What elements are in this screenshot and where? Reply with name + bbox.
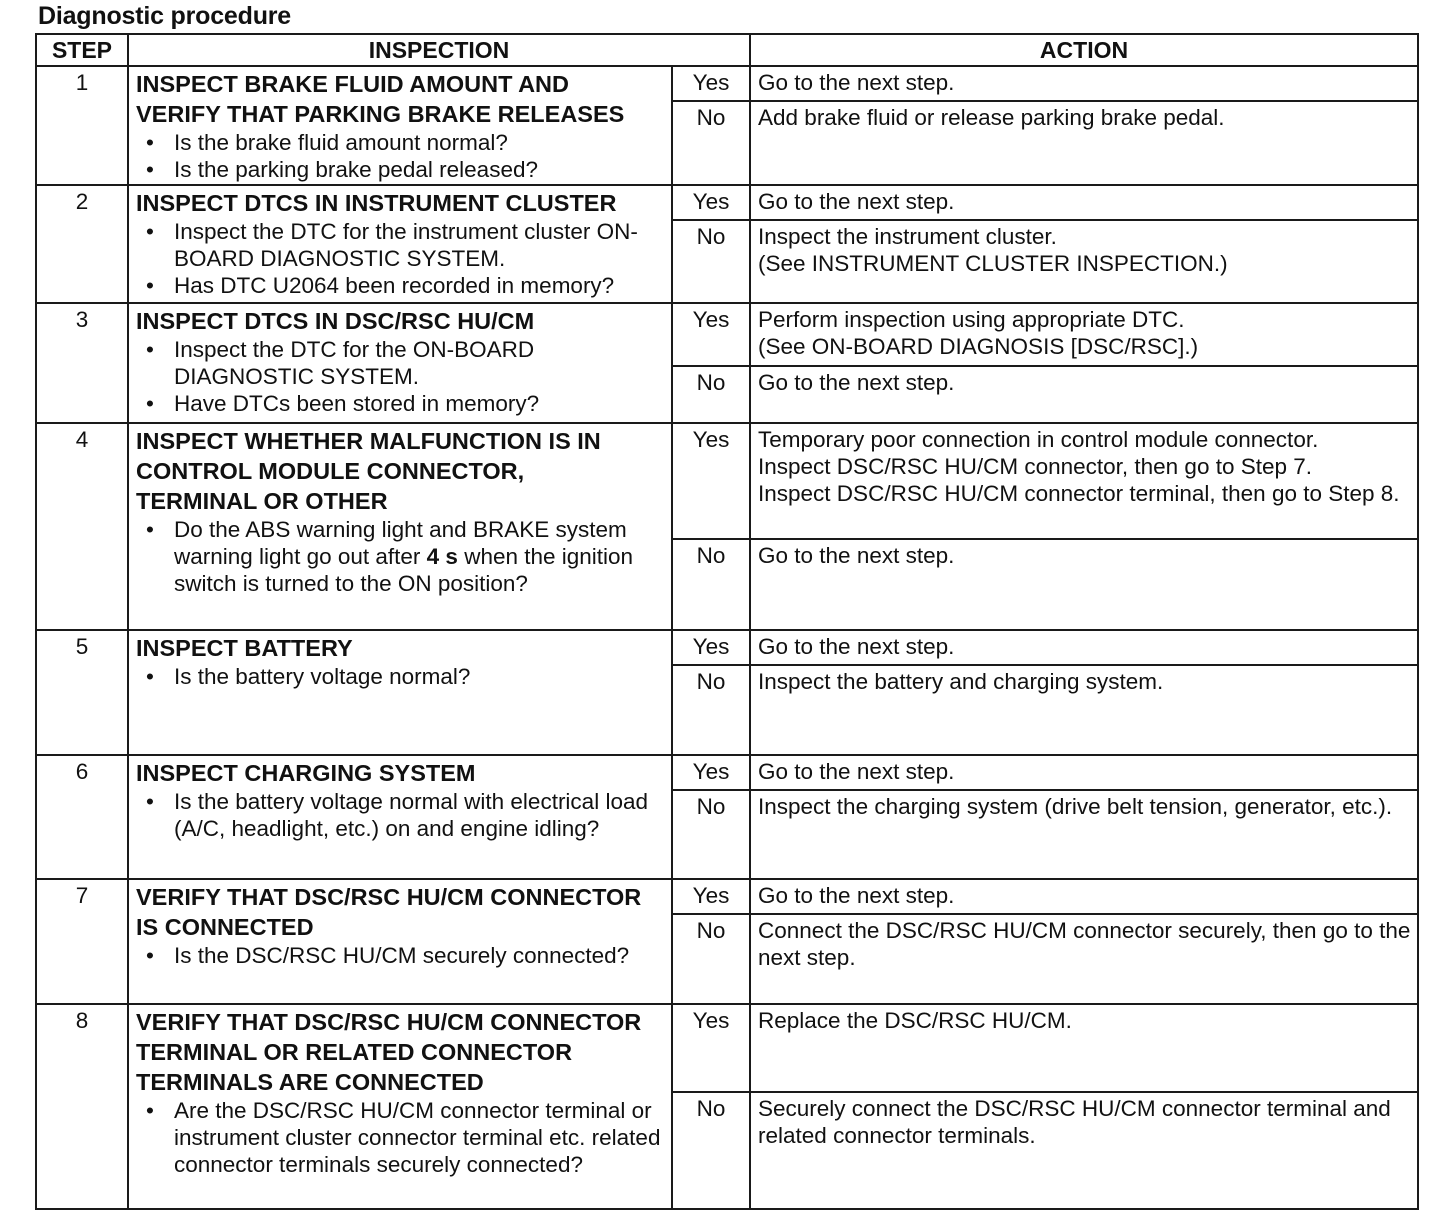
no-label: No: [672, 366, 750, 423]
inspection-title: INSPECT DTCS IN DSC/RSC HU/CM: [136, 308, 535, 335]
yes-action: Replace the DSC/RSC HU/CM.: [750, 1004, 1418, 1092]
no-label: No: [672, 790, 750, 879]
time-value: 4 s: [426, 543, 458, 569]
inspection-questions: [136, 336, 665, 417]
yes-action: Perform inspection using appropriate DTC. (See ON-BOARD DIAGNOSIS [DSC/RSC].): [750, 303, 1418, 365]
inspection-questions: [136, 218, 665, 299]
step-number: 2: [36, 185, 128, 304]
no-action: Inspect the instrument cluster. (See INSTRUMENT CLUSTER INSPECTION.): [750, 220, 1418, 303]
inspection-questions: [136, 942, 665, 969]
no-label: No: [672, 101, 750, 184]
yes-action: Temporary poor connection in control module connector. Inspect DSC/RSC HU/CM connector, then go to Step 7. Inspect DSC/RSC HU/CM connector terminal, then go to Step 8.: [750, 423, 1418, 540]
yes-action: Go to the next step.: [750, 630, 1418, 665]
step-number: 3: [36, 303, 128, 423]
yes-label: Yes: [672, 755, 750, 790]
header-action: ACTION: [750, 34, 1418, 66]
question-item: • Inspect the DTC for the ON-BOARD DIAGNOSTIC SYSTEM.: [174, 336, 665, 390]
yes-label: Yes: [672, 1004, 750, 1092]
question-item: • Is the brake fluid amount normal?: [174, 129, 665, 156]
yes-action: Go to the next step.: [750, 185, 1418, 220]
inspection-questions: [136, 788, 665, 842]
inspection-title: INSPECT BRAKE FLUID AMOUNT AND VERIFY THAT PARKING BRAKE RELEASES: [136, 71, 625, 127]
yes-action: Go to the next step.: [750, 879, 1418, 914]
no-label: No: [672, 914, 750, 1003]
step-number: 1: [36, 66, 128, 185]
yes-action: Go to the next step.: [750, 755, 1418, 790]
no-action: Add brake fluid or release parking brake pedal.: [750, 101, 1418, 184]
step-row-4-yes: [36, 423, 1418, 540]
step-number: 5: [36, 630, 128, 755]
yes-label: Yes: [672, 879, 750, 914]
yes-label: Yes: [672, 66, 750, 101]
step-inspection: [128, 879, 672, 1004]
step-inspection: [128, 303, 672, 423]
header-row: [36, 34, 1418, 66]
yes-label: Yes: [672, 303, 750, 365]
question-item: • Is the parking brake pedal released?: [174, 156, 665, 183]
question-item: • Do the ABS warning light and BRAKE system warning light go out after 4 s when the ignition switch is turned to the ON position?: [174, 516, 665, 597]
inspection-title: INSPECT WHETHER MALFUNCTION IS IN CONTROL MODULE CONNECTOR, TERMINAL OR OTHER: [136, 427, 601, 514]
question-item: • Have DTCs been stored in memory?: [174, 390, 665, 417]
step-number: 6: [36, 755, 128, 880]
step-number: 4: [36, 423, 128, 630]
no-label: No: [672, 220, 750, 303]
step-inspection: [128, 755, 672, 880]
yes-action: Go to the next step.: [750, 66, 1418, 101]
step-inspection: [128, 66, 672, 185]
diagnostic-procedure-table: [35, 33, 1419, 1210]
question-item: • Is the battery voltage normal with electrical load (A/C, headlight, etc.) on and engine idling?: [174, 788, 665, 842]
inspection-title: INSPECT BATTERY: [136, 634, 353, 661]
step-row-5-yes: [36, 630, 1418, 665]
yes-label: Yes: [672, 185, 750, 220]
page-title: Diagnostic procedure: [38, 2, 291, 30]
no-action: Go to the next step.: [750, 366, 1418, 423]
yes-label: Yes: [672, 423, 750, 540]
inspection-title: VERIFY THAT DSC/RSC HU/CM CONNECTOR TERMINAL OR RELATED CONNECTOR TERMINALS ARE CONNECTED: [136, 1008, 642, 1095]
step-row-3-yes: [36, 303, 1418, 365]
inspection-questions: [136, 516, 665, 597]
step-inspection: [128, 1004, 672, 1209]
inspection-title: VERIFY THAT DSC/RSC HU/CM CONNECTOR IS CONNECTED: [136, 884, 642, 941]
no-action: Inspect the charging system (drive belt tension, generator, etc.).: [750, 790, 1418, 879]
yes-label: Yes: [672, 630, 750, 665]
no-label: No: [672, 665, 750, 754]
no-action: Inspect the battery and charging system.: [750, 665, 1418, 754]
step-inspection: [128, 630, 672, 755]
inspection-questions: [136, 1097, 665, 1178]
inspection-title: INSPECT DTCS IN INSTRUMENT CLUSTER: [136, 189, 617, 216]
step-inspection: [128, 423, 672, 630]
no-action: Securely connect the DSC/RSC HU/CM connector terminal and related connector terminals.: [750, 1092, 1418, 1209]
question-item: • Is the battery voltage normal?: [174, 663, 665, 690]
question-item: • Are the DSC/RSC HU/CM connector terminal or instrument cluster connector terminal etc. related connector terminals securely connected?: [174, 1097, 665, 1178]
step-row-1-yes: [36, 66, 1418, 101]
inspection-title: INSPECT CHARGING SYSTEM: [136, 759, 476, 786]
question-item: • Is the DSC/RSC HU/CM securely connected?: [174, 942, 665, 969]
step-number: 8: [36, 1004, 128, 1209]
no-action: Connect the DSC/RSC HU/CM connector securely, then go to the next step.: [750, 914, 1418, 1003]
step-row-2-yes: [36, 185, 1418, 220]
question-item: • Inspect the DTC for the instrument cluster ON-BOARD DIAGNOSTIC SYSTEM.: [174, 218, 665, 272]
step-row-8-yes: [36, 1004, 1418, 1092]
no-action: Go to the next step.: [750, 539, 1418, 629]
inspection-questions: [136, 129, 665, 183]
inspection-questions: [136, 663, 665, 690]
no-label: No: [672, 1092, 750, 1209]
step-number: 7: [36, 879, 128, 1004]
no-label: No: [672, 539, 750, 629]
header-inspection: INSPECTION: [128, 34, 750, 66]
step-row-6-yes: [36, 755, 1418, 790]
step-row-7-yes: [36, 879, 1418, 914]
question-item: • Has DTC U2064 been recorded in memory?: [174, 272, 665, 299]
step-inspection: [128, 185, 672, 304]
header-step: STEP: [36, 34, 128, 66]
